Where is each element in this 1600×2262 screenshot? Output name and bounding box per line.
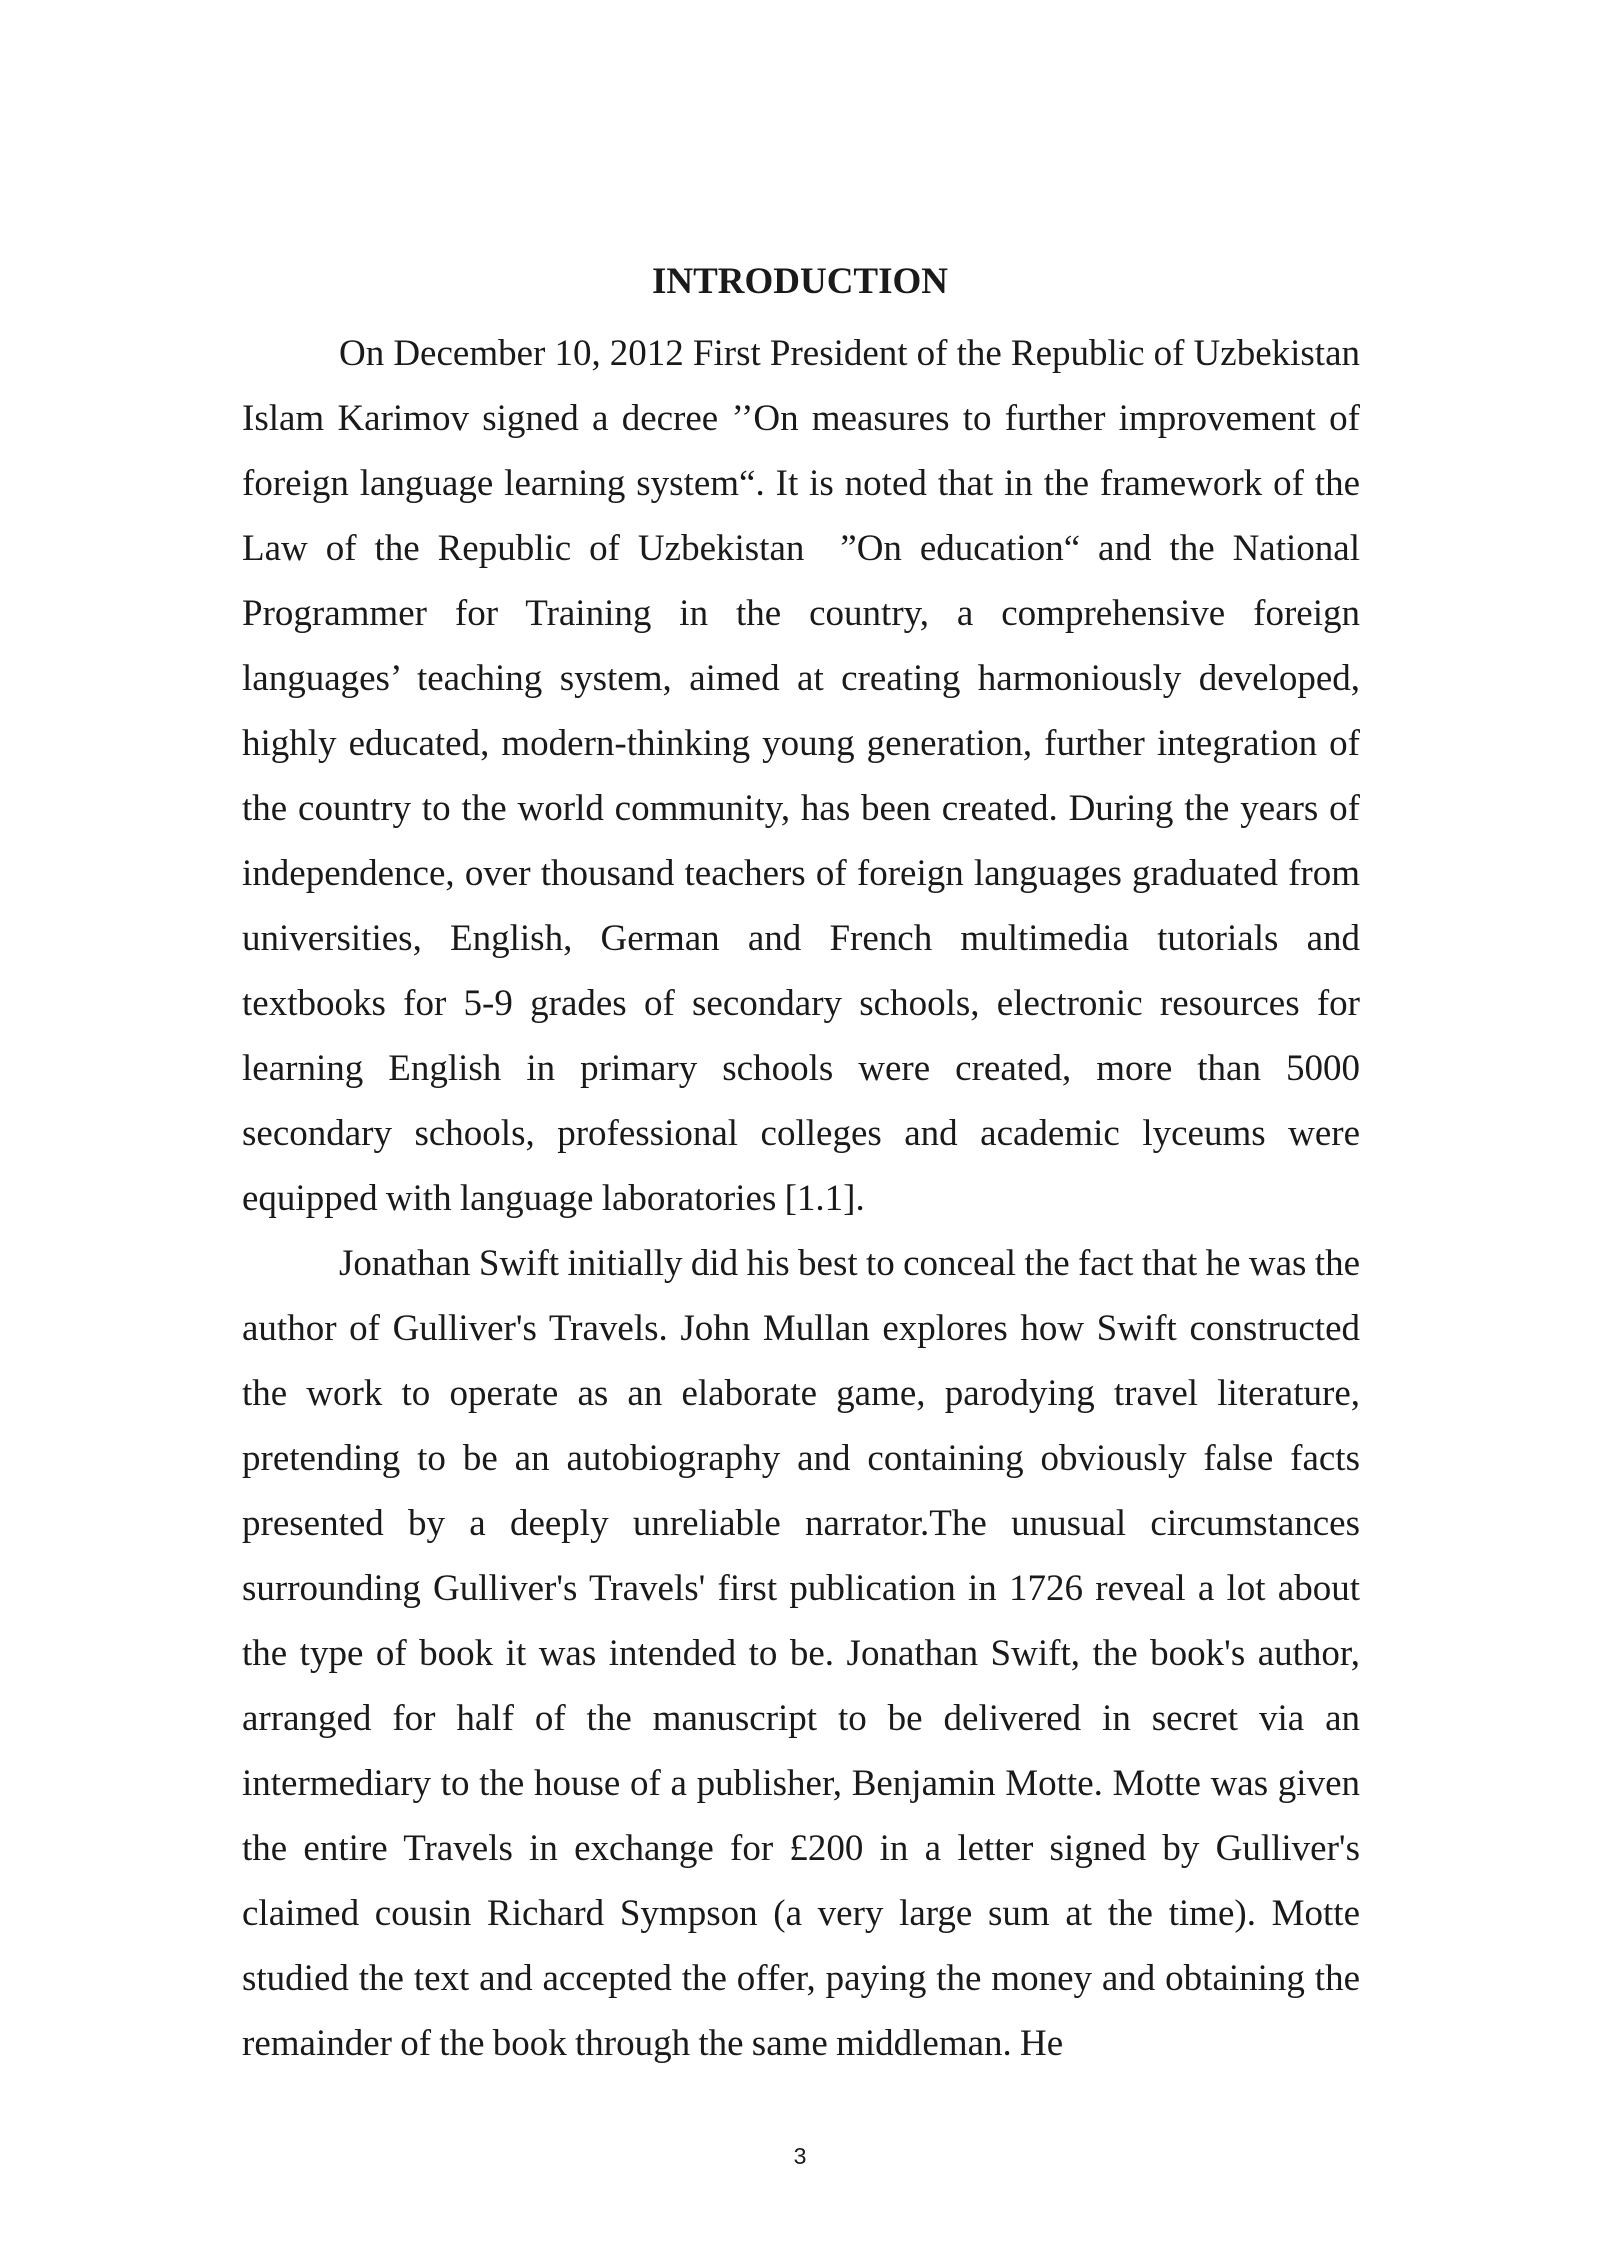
- page-number: 3: [793, 2143, 807, 2169]
- section-heading: INTRODUCTION: [651, 261, 949, 302]
- paragraph-decree: On December 10, 2012 First President of the Republic of Uzbekistan Islam Karimov signed a decree ’’On measures to further improvement of foreign language learning system“. It is noted that in the framework of the Law of the Republic of Uzbekistan ”On education“ and the National Programmer for Training in the country, a comprehensive foreign languages’ teaching system, aimed at creating harmoniously developed, highly educated, modern-thinking young generation, further integration of the country to the world community, has been created. During the years of independence, over thousand teachers of foreign languages graduated from universities, English, German and French multimedia tutorials and textbooks for 5-9 grades of secondary schools, electronic resources for learning English in primary schools were created, more than 5000 secondary schools, professional colleges and academic lyceums were equipped with language laboratories [1.1].: [242, 333, 1360, 1219]
- body-text: [242, 321, 1360, 2076]
- paragraph-swift: Jonathan Swift initially did his best to conceal the fact that he was the author of Gulliver's Travels. John Mullan explores how Swift constructed the work to operate as an elaborate game, parodying travel literature, pretending to be an autobiography and containing obviously false facts presented by a deeply unreliable narrator.The unusual circumstances surrounding Gulliver's Travels' first publication in 1726 reveal a lot about the type of book it was intended to be. Jonathan Swift, the book's author, arranged for half of the manuscript to be delivered in secret via an intermediary to the house of a publisher, Benjamin Motte. Motte was given the entire Travels in exchange for £200 in a letter signed by Gulliver's claimed cousin Richard Sympson (a very large sum at the time). Motte studied the text and accepted the offer, paying the money and obtaining the remainder of the book through the same middleman. He: [242, 1243, 1360, 2064]
